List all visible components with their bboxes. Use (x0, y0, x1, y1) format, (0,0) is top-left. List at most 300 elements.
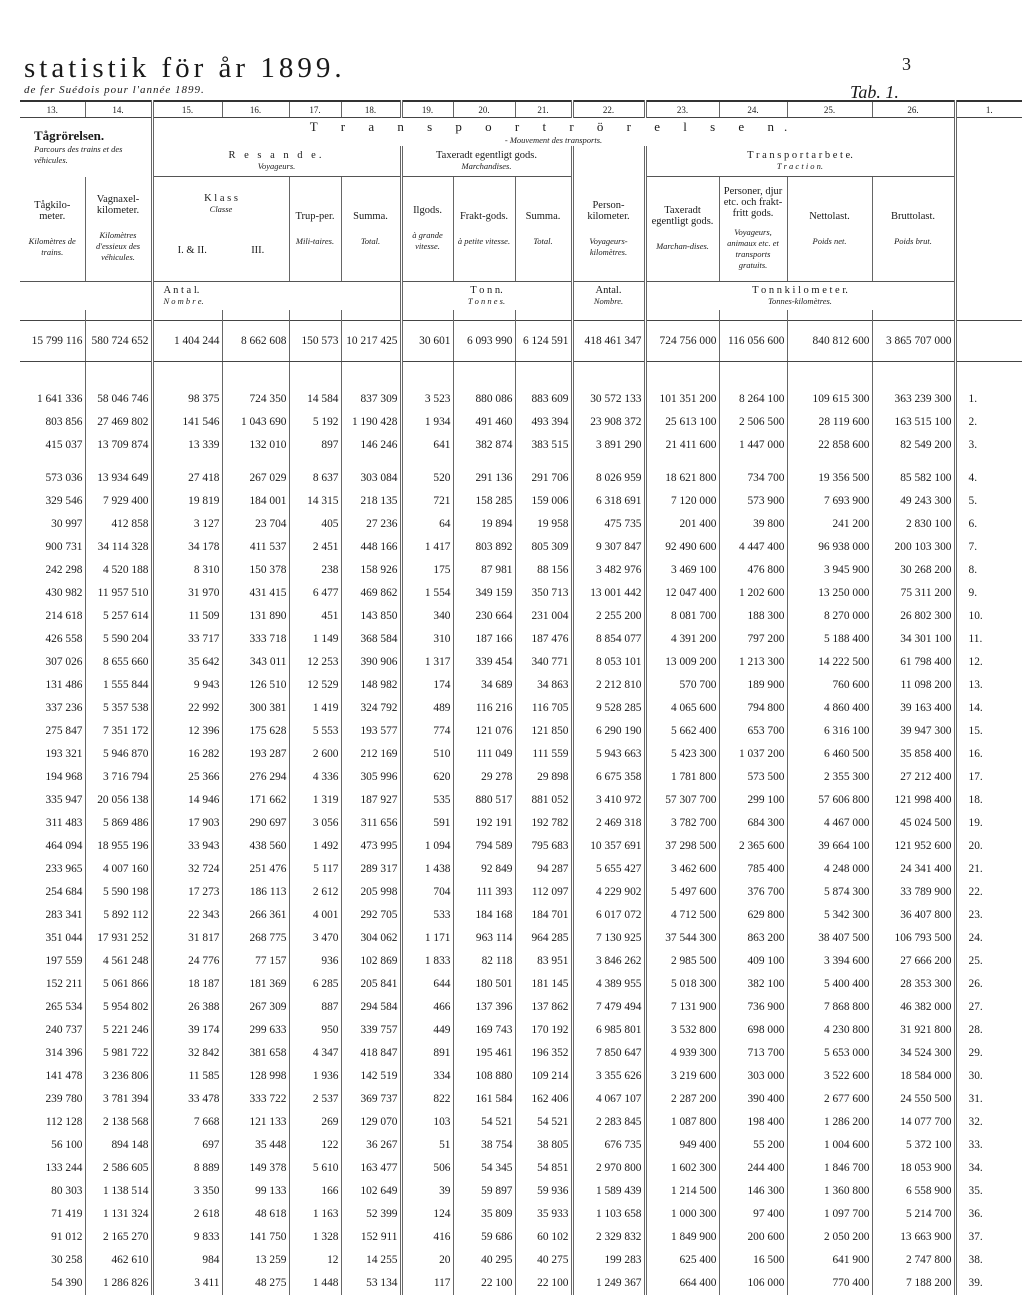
table-cell: 184 168 (453, 904, 515, 927)
table-cell: 676 735 (572, 1134, 645, 1157)
table-cell: 653 700 (719, 720, 787, 743)
table-cell: 34 863 (515, 674, 572, 697)
taxeradt-heading-fr: Marchandises. (461, 161, 512, 171)
table-cell: 32 842 (152, 1042, 222, 1065)
table-cell: 426 558 (20, 628, 85, 651)
klass-heading-fr: Classe (209, 204, 233, 214)
table-cell: 5 943 663 (572, 743, 645, 766)
table-cell: 5 018 300 (645, 973, 719, 996)
table-cell: 268 775 (222, 927, 289, 950)
table-cell: 161 584 (453, 1088, 515, 1111)
table-cell: 137 396 (453, 996, 515, 1019)
personer-djur-heading-fr: Voyageurs, animaux etc. et transports gratuits. (727, 227, 779, 271)
table-cell: 54 390 (20, 1272, 85, 1295)
table-row (20, 720, 1022, 743)
table-cell: 22 858 600 (787, 434, 872, 457)
summa2-heading-fr: Total. (533, 235, 553, 246)
table-cell: 159 006 (515, 490, 572, 513)
table-cell: 475 735 (572, 513, 645, 536)
table-cell: 629 800 (719, 904, 787, 927)
table-cell: 141 546 (152, 411, 222, 434)
table-cell: 351 044 (20, 927, 85, 950)
table-cell: 418 847 (341, 1042, 401, 1065)
row-index: 13. (968, 679, 983, 691)
column-number: 16. (222, 101, 289, 118)
row-index: 2. (968, 416, 978, 428)
table-cell: 3 470 (289, 927, 341, 950)
table-cell: 218 135 (341, 490, 401, 513)
table-cell: 269 (289, 1111, 341, 1134)
table-cell: 170 192 (515, 1019, 572, 1042)
table-cell: 17 273 (152, 881, 222, 904)
column-number-row (20, 101, 1022, 118)
row-index: 31. (968, 1093, 983, 1105)
table-cell: 14 946 (152, 789, 222, 812)
table-cell: 863 200 (719, 927, 787, 950)
table-row (20, 697, 1022, 720)
table-cell: 3 891 290 (572, 434, 645, 457)
row-index: 6. (968, 518, 978, 530)
table-cell: 1 190 428 (341, 411, 401, 434)
table-cell: 390 906 (341, 651, 401, 674)
table-row (20, 1272, 1022, 1295)
table-cell: 169 743 (453, 1019, 515, 1042)
table-cell: 713 700 (719, 1042, 787, 1065)
table-cell: 200 600 (719, 1226, 787, 1249)
table-cell: 291 706 (515, 467, 572, 490)
table-cell: 304 062 (341, 927, 401, 950)
table-cell: 2 586 605 (85, 1157, 152, 1180)
table-cell: 171 662 (222, 789, 289, 812)
table-row (20, 789, 1022, 812)
table-cell: 35 933 (515, 1203, 572, 1226)
row-index: 22. (968, 886, 983, 898)
antal2-heading-fr: Nombre. (593, 295, 624, 306)
table-cell: 17 903 (152, 812, 222, 835)
table-cell: 106 000 (719, 1272, 787, 1295)
transportrorelsen-heading-fr: - Mouvement des transports. (504, 134, 603, 145)
table-cell: 54 851 (515, 1157, 572, 1180)
row-index: 38. (968, 1254, 983, 1266)
row-index: 14. (968, 702, 983, 714)
table-cell: 570 700 (645, 674, 719, 697)
table-cell: 7 668 (152, 1111, 222, 1134)
table-cell: 6 285 (289, 973, 341, 996)
table-cell: 880 086 (453, 388, 515, 411)
tonnkm-heading: T o n n k i l o m e t e r. (752, 284, 848, 296)
table-row (20, 628, 1022, 651)
table-row (20, 1203, 1022, 1226)
table-cell: 409 100 (719, 950, 787, 973)
table-cell: 462 610 (85, 1249, 152, 1272)
table-cell: 57 606 800 (787, 789, 872, 812)
table-cell: 580 724 652 (85, 320, 152, 361)
table-cell: 411 537 (222, 536, 289, 559)
table-cell: 289 317 (341, 858, 401, 881)
table-cell: 376 700 (719, 881, 787, 904)
page-title: statistik för år 1899. (24, 52, 346, 84)
table-cell: 4 467 000 (787, 812, 872, 835)
table-cell: 5 372 100 (872, 1134, 955, 1157)
table-cell: 438 560 (222, 835, 289, 858)
table-cell: 12 396 (152, 720, 222, 743)
table-cell: 45 024 500 (872, 812, 955, 835)
column-number: 15. (152, 101, 222, 118)
table-cell: 1 360 800 (787, 1180, 872, 1203)
column-number: 23. (645, 101, 719, 118)
table-cell: 11 098 200 (872, 674, 955, 697)
table-cell: 5 357 538 (85, 697, 152, 720)
table-cell: 27 469 802 (85, 411, 152, 434)
table-cell: 469 862 (341, 582, 401, 605)
table-row (20, 881, 1022, 904)
table-cell: 4 860 400 (787, 697, 872, 720)
row-index: 20. (968, 840, 983, 852)
table-cell: 83 951 (515, 950, 572, 973)
table-cell: 412 858 (85, 513, 152, 536)
table-cell: 121 076 (453, 720, 515, 743)
table-cell: 664 400 (645, 1272, 719, 1295)
table-cell: 18 187 (152, 973, 222, 996)
table-cell: 4 001 (289, 904, 341, 927)
table-cell: 883 609 (515, 388, 572, 411)
table-cell: 1 319 (289, 789, 341, 812)
table-cell: 24 341 400 (872, 858, 955, 881)
table-row (20, 1157, 1022, 1180)
table-cell: 7 929 400 (85, 490, 152, 513)
page-number: 3 (902, 54, 911, 74)
table-cell: 894 148 (85, 1134, 152, 1157)
table-cell: 2 212 810 (572, 674, 645, 697)
table-cell: 9 943 (152, 674, 222, 697)
table-cell: 2 677 600 (787, 1088, 872, 1111)
table-cell: 6 017 072 (572, 904, 645, 927)
table-cell: 13 663 900 (872, 1226, 955, 1249)
table-cell: 1 131 324 (85, 1203, 152, 1226)
table-cell: 1 087 800 (645, 1111, 719, 1134)
table-cell: 1 037 200 (719, 743, 787, 766)
table-cell: 122 (289, 1134, 341, 1157)
table-cell: 197 559 (20, 950, 85, 973)
table-cell: 35 642 (152, 651, 222, 674)
tagrorelsen-heading: Tågrörelsen. (34, 128, 105, 144)
table-cell: 697 (152, 1134, 222, 1157)
table-cell: 91 012 (20, 1226, 85, 1249)
column-number: 21. (515, 101, 572, 118)
table-cell: 129 070 (341, 1111, 401, 1134)
table-cell: 724 756 000 (645, 320, 719, 361)
table-cell: 233 965 (20, 858, 85, 881)
table-row (20, 1180, 1022, 1203)
column-number: 24. (719, 101, 787, 118)
table-cell: 30 997 (20, 513, 85, 536)
table-cell: 493 394 (515, 411, 572, 434)
table-cell: 13 250 000 (787, 582, 872, 605)
table-cell: 231 004 (515, 605, 572, 628)
table-cell: 897 (289, 434, 341, 457)
table-cell: 369 737 (341, 1088, 401, 1111)
table-cell: 880 517 (453, 789, 515, 812)
table-cell: 184 001 (222, 490, 289, 513)
table-cell: 49 243 300 (872, 490, 955, 513)
table-cell: 5 221 246 (85, 1019, 152, 1042)
table-cell: 163 477 (341, 1157, 401, 1180)
table-cell: 254 684 (20, 881, 85, 904)
table-cell: 111 559 (515, 743, 572, 766)
page-subtitle: de fer Suédois pour l'année 1899. (24, 84, 205, 96)
row-index: 25. (968, 955, 983, 967)
table-cell: 36 407 800 (872, 904, 955, 927)
table-cell: 324 792 (341, 697, 401, 720)
table-cell: 14 255 (341, 1249, 401, 1272)
table-cell: 196 352 (515, 1042, 572, 1065)
table-cell: 4 391 200 (645, 628, 719, 651)
table-cell: 39 (401, 1180, 453, 1203)
table-cell: 6 093 990 (453, 320, 515, 361)
row-index: 17. (968, 771, 983, 783)
table-cell: 466 (401, 996, 453, 1019)
vagnaxel-heading: Vagnaxel-kilometer. (96, 194, 140, 216)
table-cell: 121 133 (222, 1111, 289, 1134)
table-cell: 10 357 691 (572, 835, 645, 858)
row-index: 27. (968, 1001, 983, 1013)
table-row (20, 766, 1022, 789)
antal-heading: A n t a l. (163, 284, 200, 296)
table-cell: 3 462 600 (645, 858, 719, 881)
table-cell: 3 945 900 (787, 559, 872, 582)
table-cell: 1 849 900 (645, 1226, 719, 1249)
table-cell: 5 655 427 (572, 858, 645, 881)
table-cell: 5 192 (289, 411, 341, 434)
table-cell: 3 056 (289, 812, 341, 835)
table-cell: 11 957 510 (85, 582, 152, 605)
table-cell: 6 558 900 (872, 1180, 955, 1203)
table-cell: 184 701 (515, 904, 572, 927)
table-cell: 59 936 (515, 1180, 572, 1203)
table-cell: 8 026 959 (572, 467, 645, 490)
table-cell: 7 351 172 (85, 720, 152, 743)
table-cell: 24 776 (152, 950, 222, 973)
table-cell: 476 800 (719, 559, 787, 582)
table-cell: 5 892 112 (85, 904, 152, 927)
table-cell: 32 724 (152, 858, 222, 881)
table-cell: 573 500 (719, 766, 787, 789)
table-row (20, 651, 1022, 674)
tonn-heading-fr: T o n n e s. (467, 295, 506, 306)
table-cell: 724 350 (222, 388, 289, 411)
resande-heading-fr: Voyageurs. (257, 161, 296, 171)
table-cell: 205 998 (341, 881, 401, 904)
table-cell: 23 704 (222, 513, 289, 536)
table-cell: 48 275 (222, 1272, 289, 1295)
table-row (20, 996, 1022, 1019)
table-cell: 803 856 (20, 411, 85, 434)
summa-heading: Summa. (353, 210, 388, 222)
table-cell: 9 833 (152, 1226, 222, 1249)
table-cell: 163 515 100 (872, 411, 955, 434)
table-cell: 212 169 (341, 743, 401, 766)
table-cell: 181 145 (515, 973, 572, 996)
table-cell: 34 301 100 (872, 628, 955, 651)
table-cell: 1 448 (289, 1272, 341, 1295)
table-cell: 5 257 614 (85, 605, 152, 628)
table-cell: 239 780 (20, 1088, 85, 1111)
table-cell: 7 868 800 (787, 996, 872, 1019)
table-cell: 12 253 (289, 651, 341, 674)
table-cell: 1 419 (289, 697, 341, 720)
table-cell: 39 947 300 (872, 720, 955, 743)
table-cell: 267 309 (222, 996, 289, 1019)
table-cell: 132 010 (222, 434, 289, 457)
table-cell: 1 936 (289, 1065, 341, 1088)
table-cell: 803 892 (453, 536, 515, 559)
table-cell: 785 400 (719, 858, 787, 881)
table-cell: 33 478 (152, 1088, 222, 1111)
column-number: 13. (20, 101, 85, 118)
table-cell: 5 874 300 (787, 881, 872, 904)
table-cell: 7 188 200 (872, 1272, 955, 1295)
table-cell: 35 809 (453, 1203, 515, 1226)
table-cell: 77 157 (222, 950, 289, 973)
taxeradt-heading: Taxeradt egentligt gods. (435, 150, 538, 161)
row-index: 24. (968, 932, 983, 944)
table-cell: 58 046 746 (85, 388, 152, 411)
table-cell: 26 388 (152, 996, 222, 1019)
table-row (20, 812, 1022, 835)
table-cell: 2 830 100 (872, 513, 955, 536)
table-cell: 121 850 (515, 720, 572, 743)
table-row (20, 605, 1022, 628)
table-cell: 242 298 (20, 559, 85, 582)
statistics-table (20, 100, 1022, 1295)
table-cell: 840 812 600 (787, 320, 872, 361)
table-cell: 131 486 (20, 674, 85, 697)
table-cell: 734 700 (719, 467, 787, 490)
row-index: 8. (968, 564, 978, 576)
table-cell: 126 510 (222, 674, 289, 697)
column-number: 1. (955, 101, 1022, 118)
table-cell: 29 898 (515, 766, 572, 789)
table-cell: 736 900 (719, 996, 787, 1019)
table-cell: 1 492 (289, 835, 341, 858)
table-cell: 39 800 (719, 513, 787, 536)
table-cell: 5 981 722 (85, 1042, 152, 1065)
table-cell: 4 229 902 (572, 881, 645, 904)
table-cell: 82 118 (453, 950, 515, 973)
transportarbete-heading: T r a n s p o r t a r b e t e. (747, 150, 853, 161)
table-cell: 3 532 800 (645, 1019, 719, 1042)
table-row (20, 858, 1022, 881)
table-cell: 964 285 (515, 927, 572, 950)
table-cell: 1 286 200 (787, 1111, 872, 1134)
row-index: 15. (968, 725, 983, 737)
taxeradt-egentligt-heading-fr: Marchan-dises. (656, 241, 709, 252)
table-cell: 2 747 800 (872, 1249, 955, 1272)
transportrorelsen-heading: T r a n s p o r t r ö r e l s e n. (309, 118, 798, 134)
table-cell: 535 (401, 789, 453, 812)
table-cell: 8 081 700 (645, 605, 719, 628)
table-cell: 8 662 608 (222, 320, 289, 361)
table-cell: 8 053 101 (572, 651, 645, 674)
table-row (20, 973, 1022, 996)
table-cell: 7 693 900 (787, 490, 872, 513)
table-cell: 13 259 (222, 1249, 289, 1272)
table-cell: 7 850 647 (572, 1042, 645, 1065)
table-cell: 5 214 700 (872, 1203, 955, 1226)
table-cell: 343 011 (222, 651, 289, 674)
table-cell: 116 216 (453, 697, 515, 720)
table-cell: 620 (401, 766, 453, 789)
table-cell: 2 329 832 (572, 1226, 645, 1249)
table-cell: 381 658 (222, 1042, 289, 1065)
table-cell: 3 865 707 000 (872, 320, 955, 361)
table-cell: 300 381 (222, 697, 289, 720)
table-cell: 292 705 (341, 904, 401, 927)
table-cell: 128 998 (222, 1065, 289, 1088)
table-cell: 181 369 (222, 973, 289, 996)
table-cell: 5 590 198 (85, 881, 152, 904)
table-cell: 92 490 600 (645, 536, 719, 559)
table-cell: 3 219 600 (645, 1065, 719, 1088)
table-cell: 55 200 (719, 1134, 787, 1157)
table-cell: 625 400 (645, 1249, 719, 1272)
table-cell: 7 479 494 (572, 996, 645, 1019)
row-index: 26. (968, 978, 983, 990)
table-cell: 451 (289, 605, 341, 628)
table-cell: 15 799 116 (20, 320, 85, 361)
table-cell: 305 996 (341, 766, 401, 789)
table-cell: 641 900 (787, 1249, 872, 1272)
table-cell: 26 802 300 (872, 605, 955, 628)
table-cell: 25 366 (152, 766, 222, 789)
table-cell: 71 419 (20, 1203, 85, 1226)
table-cell: 4 389 955 (572, 973, 645, 996)
ilgods-heading: Ilgods. (413, 205, 442, 217)
table-cell: 2 469 318 (572, 812, 645, 835)
table-cell: 368 584 (341, 628, 401, 651)
table-cell: 2 365 600 (719, 835, 787, 858)
table-cell: 2 618 (152, 1203, 222, 1226)
table-cell: 936 (289, 950, 341, 973)
table-cell: 13 934 649 (85, 467, 152, 490)
table-cell: 382 874 (453, 434, 515, 457)
table-cell: 1 202 600 (719, 582, 787, 605)
table-cell: 265 534 (20, 996, 85, 1019)
table-row (20, 388, 1022, 411)
table-cell: 30 601 (401, 320, 453, 361)
table-cell: 141 750 (222, 1226, 289, 1249)
table-cell: 92 849 (453, 858, 515, 881)
totals-row (20, 320, 1022, 361)
table-cell: 14 077 700 (872, 1111, 955, 1134)
table-cell: 48 618 (222, 1203, 289, 1226)
table-cell: 8 310 (152, 559, 222, 582)
table-cell: 5 497 600 (645, 881, 719, 904)
row-index: 9. (968, 587, 978, 599)
table-row (20, 1065, 1022, 1088)
table-cell: 31 921 800 (872, 1019, 955, 1042)
table-cell: 1 149 (289, 628, 341, 651)
table-row (20, 743, 1022, 766)
table-cell: 112 128 (20, 1111, 85, 1134)
table-cell: 950 (289, 1019, 341, 1042)
table-cell: 13 009 200 (645, 651, 719, 674)
table-cell: 36 267 (341, 1134, 401, 1157)
table-cell: 1 781 800 (645, 766, 719, 789)
row-index: 28. (968, 1024, 983, 1036)
table-cell: 16 500 (719, 1249, 787, 1272)
table-cell: 900 731 (20, 536, 85, 559)
